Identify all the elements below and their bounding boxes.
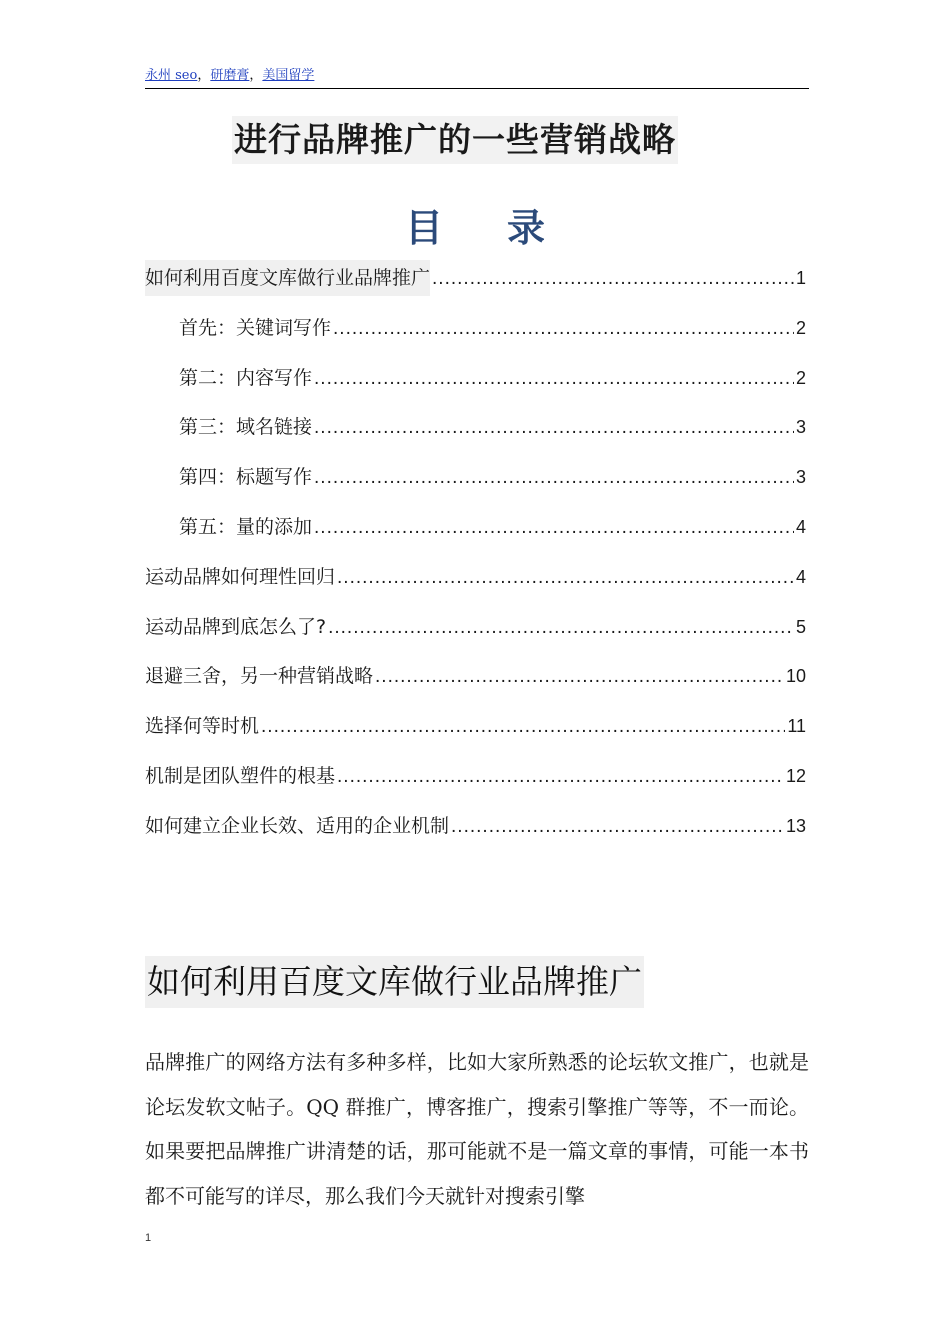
toc-leader-dots [432,261,794,297]
toc-entry-label: 首先：关键词写作 [179,316,332,339]
toc-entry[interactable] [145,808,806,858]
toc-leader-dots [314,510,794,546]
toc-leader-dots [314,361,794,397]
toc-entry-label: 运动品牌如何理性回归 [145,565,336,588]
toc-entry-page: 11 [787,716,806,737]
toc-entry[interactable] [145,310,806,360]
section-paragraph: 品牌推广的网络方法有多种多样，比如大家所熟悉的论坛软文推广，也就是论坛发软文帖子。QQ 群推广，博客推广，搜索引擎推广等等，不一而论。如果要把品牌推广讲清楚的话，那可能就不是一篇文章的事情，可能一本书都不可能写的详尽，那么我们今天就针对搜索引擎 [145,1050,809,1208]
toc-entry-label: 第四：标题写作 [179,466,313,489]
header-link-yongzhou-seo[interactable]: 永州 seo [145,68,198,83]
page-header [145,66,809,89]
toc-entry-label: 运动品牌到底怎么了? [145,615,327,638]
toc-heading-right: 录 [507,205,546,250]
toc-entry-label: 如何建立企业长效、适用的企业机制 [145,814,450,837]
toc-leader-dots [375,659,784,695]
toc-leader-dots [261,709,785,745]
header-link-yanmogao[interactable]: 研磨膏 [210,68,250,83]
toc-entry[interactable] [145,708,806,758]
toc-leader-dots [337,560,794,596]
toc-entry-page: 3 [795,467,806,488]
toc-entry-page: 5 [795,616,806,637]
toc-entry-page: 2 [795,317,806,338]
toc-leader-dots [314,460,794,496]
toc-entry-label: 第二：内容写作 [179,366,313,389]
toc-entry-label: 第五：量的添加 [179,515,313,538]
toc-leader-dots [333,311,794,347]
toc-entry[interactable] [145,509,806,559]
page-number: 1 [145,1232,152,1244]
document-title: 进行品牌推广的一些营销战略 [232,116,678,164]
toc-entry[interactable] [145,758,806,808]
toc-entry-label: 机制是团队塑件的根基 [145,764,336,787]
header-link-us-study[interactable]: 美国留学 [262,68,315,83]
toc-entry[interactable] [145,360,806,410]
toc-entry[interactable] [145,459,806,509]
section-title: 如何利用百度文库做行业品牌推广 [145,956,644,1008]
toc-heading [405,200,545,256]
toc-entry-page: 13 [785,815,806,836]
toc-entry-page: 1 [795,268,806,288]
toc-leader-dots [451,809,784,845]
toc-entry-page: 12 [785,765,806,786]
toc-entry-label: 如何利用百度文库做行业品牌推广 [145,260,430,296]
toc-heading-left: 目 [405,205,444,250]
toc-entry[interactable] [145,260,806,310]
toc-entry[interactable] [145,409,806,459]
toc-entry-page: 2 [795,367,806,388]
toc-entry-label: 退避三舍，另一种营销战略 [145,665,374,688]
table-of-contents [145,260,806,858]
toc-entry-page: 10 [785,666,806,687]
header-separator: ， [249,68,263,83]
toc-leader-dots [337,759,784,795]
toc-entry-page: 4 [795,516,806,537]
toc-entry-label: 选择何等时机 [145,715,260,738]
toc-entry-page: 4 [795,566,806,587]
toc-entry[interactable] [145,658,806,708]
toc-leader-dots [314,410,794,446]
toc-leader-dots [328,610,794,646]
toc-entry-page: 3 [795,417,806,438]
header-separator: ， [197,68,211,83]
toc-entry-label: 第三：域名链接 [179,416,313,439]
toc-entry[interactable] [145,609,806,659]
toc-entry[interactable] [145,559,806,609]
